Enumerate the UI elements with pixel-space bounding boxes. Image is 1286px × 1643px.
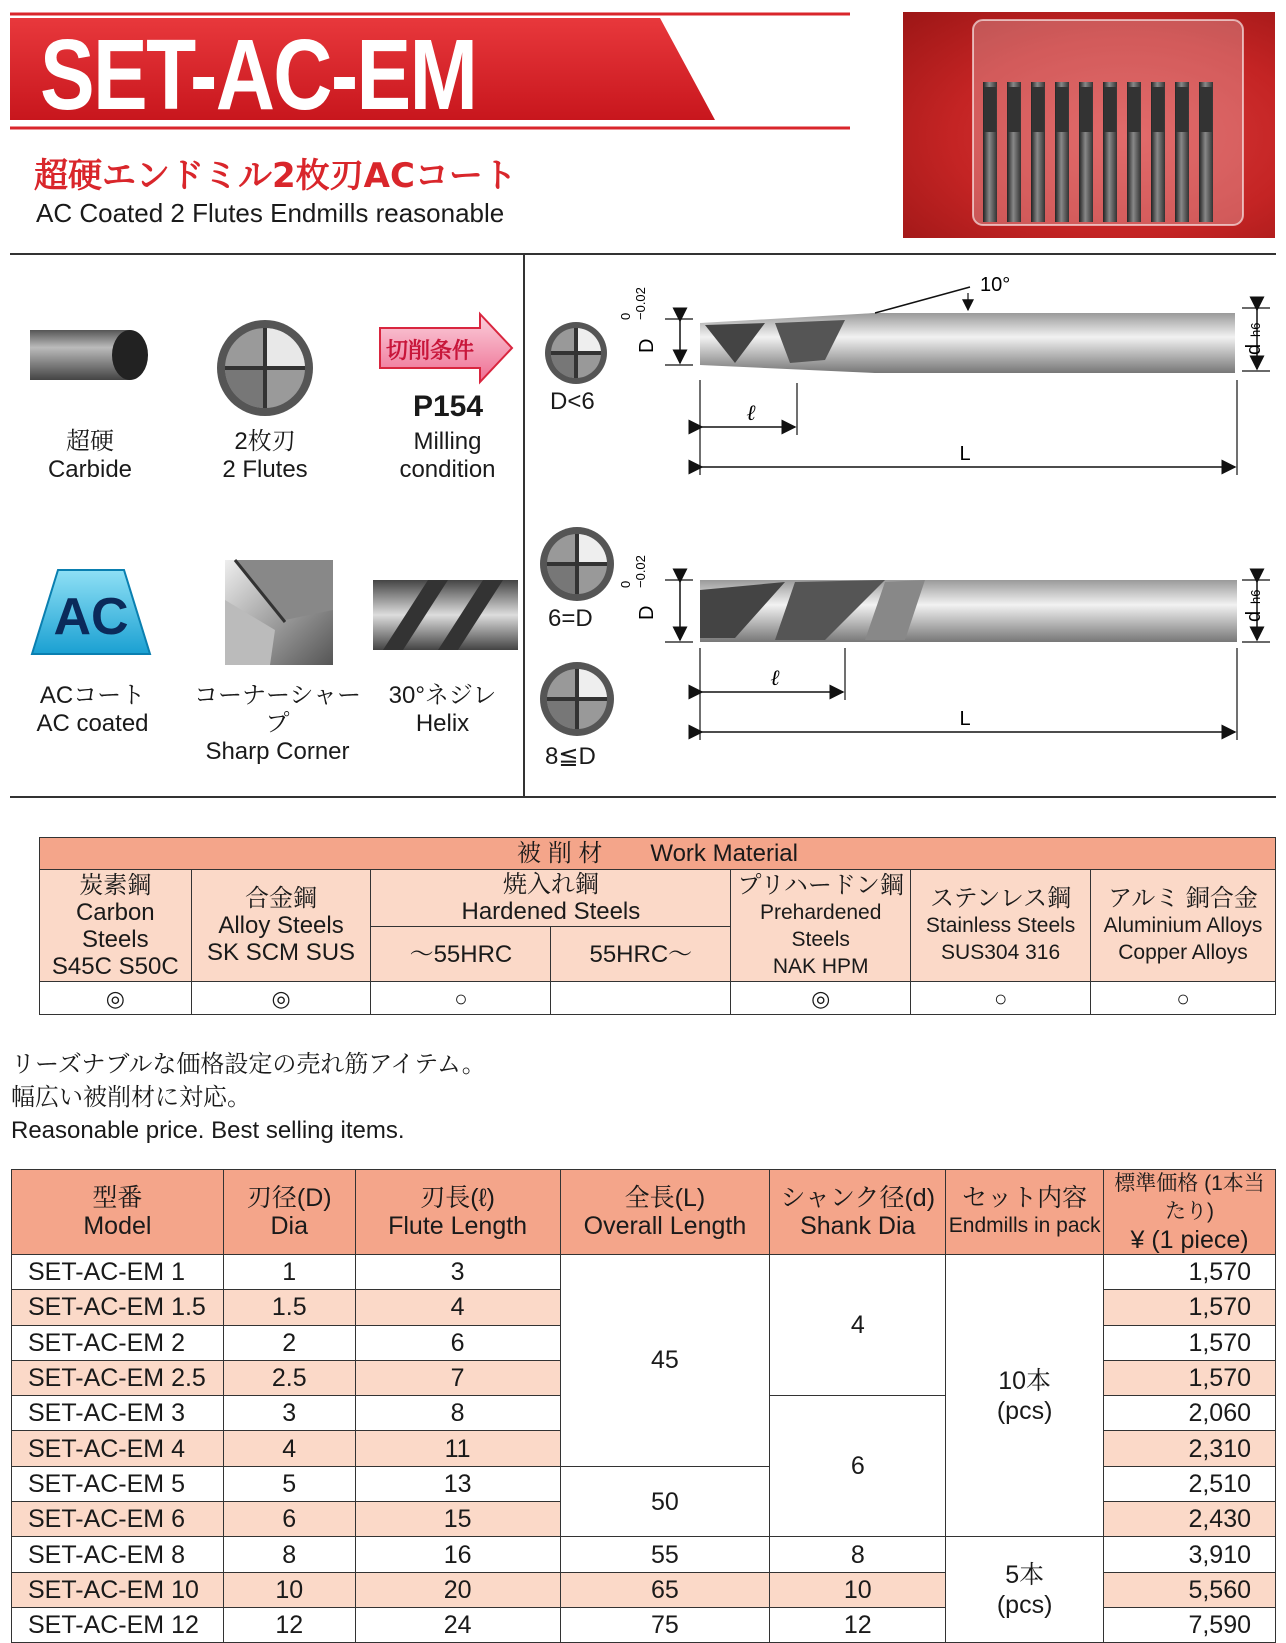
col-shank (770, 1170, 946, 1255)
wm-hardened-ja: 焼入れ鋼 (502, 871, 599, 898)
wm-alloy-codes: SK SCM SUS (207, 939, 356, 966)
pack-g2-unit: (pcs) (996, 1590, 1053, 1619)
cell-price: 7,590 (1104, 1607, 1276, 1642)
page-title: SET-AC-EM (40, 19, 477, 131)
col-price (1104, 1170, 1276, 1255)
cell-flute: 16 (355, 1537, 560, 1572)
cell-shank: 10 (770, 1572, 946, 1607)
endmill-flute-shape (1104, 87, 1116, 132)
cell-shank-group1: 4 (770, 1255, 946, 1396)
description-line1: リーズナブルな価格設定の売れ筋アイテム。 (11, 1051, 486, 1078)
end-view-large-icon (538, 660, 616, 738)
flute-length-label-2: ℓ (770, 666, 780, 691)
cell-price: 3,910 (1104, 1537, 1276, 1572)
col-dia-ja: 刃径(D) (246, 1184, 332, 1212)
two-flute-end-icon (215, 318, 315, 418)
cell-price: 2,310 (1104, 1431, 1276, 1466)
wm-prehardened-codes: NAK HPM (772, 954, 869, 978)
section-divider-bottom (10, 796, 1276, 798)
cell-model: SET-AC-EM 12 (12, 1607, 224, 1642)
cell-flute: 20 (355, 1572, 560, 1607)
cell-model: SET-AC-EM 3 (12, 1396, 224, 1431)
cell-price: 2,510 (1104, 1466, 1276, 1501)
cell-dia: 2 (223, 1325, 355, 1360)
flutes-en: 2 Flutes (222, 456, 308, 483)
wm-mark-alloy: ◎ (191, 982, 371, 1015)
carbide-en: Carbide (47, 456, 133, 483)
cell-flute: 8 (355, 1396, 560, 1431)
wm-hardened-sub1: ～55HRC (371, 927, 551, 982)
cell-dia: 6 (223, 1502, 355, 1537)
wm-aluminium-codes: Copper Alloys (1118, 941, 1248, 964)
endmill-flute-shape (1080, 87, 1092, 132)
endmill-drawing-small (618, 265, 1285, 495)
col-shank-en: Shank Dia (800, 1212, 916, 1240)
cell-price: 1,570 (1104, 1360, 1276, 1395)
tol-bottom-2: −0.02 (633, 555, 648, 588)
col-flute-en: Flute Length (388, 1212, 528, 1240)
col-pack-en: Endmills in pack (948, 1214, 1101, 1237)
cell-model: SET-AC-EM 2 (12, 1325, 224, 1360)
cell-overall: 75 (560, 1607, 770, 1642)
wm-aluminium (1091, 870, 1276, 982)
col-flute (355, 1170, 560, 1255)
wm-carbon-en: Carbon Steels (75, 898, 155, 953)
product-table-header (12, 1170, 1276, 1255)
wm-mark-prehardened: ◎ (731, 982, 911, 1015)
wm-hardened (371, 870, 731, 927)
wm-carbon-ja: 炭素鋼 (79, 871, 152, 899)
description-line2: 幅広い被削材に対応。 (11, 1084, 251, 1111)
wm-alloy-ja: 合金鋼 (245, 885, 318, 912)
col-model-ja: 型番 (92, 1184, 143, 1212)
coat-ja: ACコート (39, 682, 146, 709)
tol-top-2: 0 (618, 580, 633, 588)
col-pack-ja: セット内容 (962, 1184, 1088, 1212)
cell-price: 2,060 (1104, 1396, 1276, 1431)
wm-mark-carbon: ◎ (40, 982, 192, 1015)
cutting-condition-label (380, 428, 515, 484)
cell-flute: 6 (355, 1325, 560, 1360)
cell-pack-group1 (946, 1255, 1104, 1537)
cutting-en-line1: Milling (413, 428, 482, 455)
cell-dia: 8 (223, 1537, 355, 1572)
endmill-flute-shape (1152, 87, 1164, 132)
cell-flute: 15 (355, 1502, 560, 1537)
shank-label-2: d (1243, 610, 1265, 622)
wm-hardened-en: Hardened Steels (461, 898, 641, 925)
wm-aluminium-en: Aluminium Alloys (1103, 914, 1263, 937)
cell-dia: 5 (223, 1466, 355, 1501)
subtitle-english: AC Coated 2 Flutes Endmills reasonable (36, 198, 505, 228)
cutting-en-line2: condition (399, 456, 496, 483)
description (11, 1048, 486, 1147)
wm-carbon-codes: S45C S50C (51, 952, 179, 980)
col-model (12, 1170, 224, 1255)
cell-model: SET-AC-EM 2.5 (12, 1360, 224, 1395)
wm-mark-aluminium: ○ (1091, 982, 1276, 1015)
cell-flute: 3 (355, 1255, 560, 1290)
carbide-rod-icon (30, 322, 155, 392)
cell-pack-group2 (946, 1537, 1104, 1643)
cutting-condition-badge: 切削条件 (385, 339, 475, 364)
ac-coat-label (20, 682, 165, 738)
sharp-corner-icon (225, 560, 333, 665)
carbide-ja: 超硬 (66, 428, 114, 455)
pack-g2-num: 5本 (1005, 1560, 1045, 1589)
cell-flute: 11 (355, 1431, 560, 1466)
helix-label (380, 682, 505, 738)
end-view-small-icon (543, 320, 609, 386)
dia-label: D (636, 338, 658, 353)
cell-flute: 13 (355, 1466, 560, 1501)
cell-flute: 4 (355, 1290, 560, 1325)
endmill-flute-shape (1056, 87, 1068, 132)
col-price-ja: 標準価格 (1本当たり) (1114, 1172, 1265, 1223)
subtitle-japanese: 超硬エンドミル2枚刃ACコート (34, 156, 517, 196)
endmill-flute-shape (1200, 87, 1212, 132)
ac-coat-icon (30, 568, 152, 658)
cell-dia: 2.5 (223, 1360, 355, 1395)
corner-ja: コーナーシャープ (193, 682, 362, 737)
shank-tol: h6 (1248, 322, 1263, 337)
title-banner (10, 12, 880, 132)
pack-g1-unit: (pcs) (996, 1396, 1053, 1425)
wm-hardened-sub2: 55HRC～ (551, 927, 731, 982)
endmill-flute-shape (1008, 87, 1020, 132)
case-label-medium: 6=D (548, 605, 593, 632)
cell-flute: 7 (355, 1360, 560, 1395)
cell-price: 5,560 (1104, 1572, 1276, 1607)
wm-mark-stainless: ○ (911, 982, 1091, 1015)
overall-length-label-2: L (959, 708, 971, 730)
cell-overall: 65 (560, 1572, 770, 1607)
work-material-header: 被 削 材 Work Material (40, 838, 1276, 870)
product-photo (903, 12, 1275, 238)
col-model-en: Model (83, 1212, 152, 1240)
wm-stainless-codes: SUS304 316 (941, 941, 1061, 964)
shank-label: d (1243, 343, 1265, 355)
cutting-condition-page[interactable]: P154 (412, 390, 484, 423)
wm-aluminium-ja: アルミ 銅合金 (1108, 885, 1258, 912)
endmill-flute-shape (1128, 87, 1140, 132)
cell-price: 1,570 (1104, 1290, 1276, 1325)
cell-price: 1,570 (1104, 1255, 1276, 1290)
product-table (11, 1169, 1276, 1643)
end-view-medium-icon (538, 525, 616, 603)
coat-en: AC coated (36, 710, 149, 737)
cell-model: SET-AC-EM 10 (12, 1572, 224, 1607)
endmill-flute-shape (1176, 87, 1188, 132)
cell-shank-group2: 6 (770, 1396, 946, 1537)
helix-ja: 30°ネジレ (388, 682, 497, 709)
endmill-pack-illustration (903, 12, 1275, 238)
wm-stainless (911, 870, 1091, 982)
description-line3: Reasonable price. Best selling items. (11, 1117, 405, 1144)
cell-overall-group2: 50 (560, 1466, 770, 1537)
wm-mark-hardened2 (551, 982, 731, 1015)
wm-stainless-ja: ステンレス鋼 (930, 885, 1072, 912)
endmill-drawing-large (618, 540, 1285, 750)
flutes-label (200, 428, 330, 484)
pack-g1-num: 10本 (998, 1366, 1052, 1395)
col-dia-en: Dia (270, 1212, 308, 1240)
carbide-label (30, 428, 150, 484)
flute-length-label: ℓ (746, 401, 756, 426)
overall-length-label: L (959, 443, 971, 465)
cell-price: 1,570 (1104, 1325, 1276, 1360)
helix-angle-label: 10° (980, 274, 1011, 296)
col-pack (946, 1170, 1104, 1255)
tol-bottom: −0.02 (633, 287, 648, 320)
cell-dia: 4 (223, 1431, 355, 1466)
cell-overall-group1: 45 (560, 1255, 770, 1467)
dia-label-2: D (636, 605, 658, 620)
cell-dia: 12 (223, 1607, 355, 1642)
cell-model: SET-AC-EM 1 (12, 1255, 224, 1290)
cell-dia: 1 (223, 1255, 355, 1290)
cell-flute: 24 (355, 1607, 560, 1642)
col-price-en: ¥ (1 piece) (1130, 1226, 1249, 1254)
work-material-table (39, 837, 1276, 1015)
ac-badge-text: AC (53, 588, 129, 646)
corner-en: Sharp Corner (205, 738, 350, 765)
cell-dia: 1.5 (223, 1290, 355, 1325)
tol-top: 0 (618, 312, 633, 320)
col-overall-ja: 全長(L) (624, 1184, 706, 1212)
endmill-flute-shape (984, 87, 996, 132)
flutes-ja: 2枚刃 (234, 428, 296, 455)
section-divider-vertical (523, 253, 525, 798)
case-label-large: 8≦D (545, 743, 596, 770)
col-overall-en: Overall Length (583, 1212, 747, 1240)
section-divider-top (10, 253, 1276, 255)
wm-prehardened-ja: プリハードン鋼 (737, 871, 904, 899)
cell-model: SET-AC-EM 1.5 (12, 1290, 224, 1325)
wm-prehardened (731, 870, 911, 982)
cell-model: SET-AC-EM 6 (12, 1502, 224, 1537)
endmill-flute-shape (1032, 87, 1044, 132)
wm-stainless-en: Stainless Steels (925, 914, 1076, 937)
cell-shank: 12 (770, 1607, 946, 1642)
cell-model: SET-AC-EM 8 (12, 1537, 224, 1572)
table-row (12, 1537, 1276, 1572)
cell-dia: 10 (223, 1572, 355, 1607)
cell-model: SET-AC-EM 4 (12, 1431, 224, 1466)
cell-price: 2,430 (1104, 1502, 1276, 1537)
col-flute-ja: 刃長(ℓ) (420, 1184, 495, 1212)
cell-overall: 55 (560, 1537, 770, 1572)
sharp-corner-label (190, 682, 365, 766)
cell-dia: 3 (223, 1396, 355, 1431)
wm-alloy (191, 870, 371, 982)
helix-icon (373, 575, 518, 655)
helix-en: Helix (415, 710, 470, 737)
wm-carbon (40, 870, 192, 982)
cell-shank: 8 (770, 1537, 946, 1572)
case-label-small: D<6 (550, 388, 595, 415)
wm-alloy-en: Alloy Steels (218, 912, 344, 939)
cutting-condition-arrow-icon[interactable] (380, 312, 515, 384)
wm-prehardened-en: Prehardened Steels (759, 900, 882, 951)
cell-model: SET-AC-EM 5 (12, 1466, 224, 1501)
col-overall (560, 1170, 770, 1255)
shank-tol-2: h6 (1248, 589, 1263, 604)
table-row (12, 1255, 1276, 1290)
wm-mark-hardened1: ○ (371, 982, 551, 1015)
col-dia (223, 1170, 355, 1255)
col-shank-ja: シャンク径(d) (780, 1184, 936, 1212)
